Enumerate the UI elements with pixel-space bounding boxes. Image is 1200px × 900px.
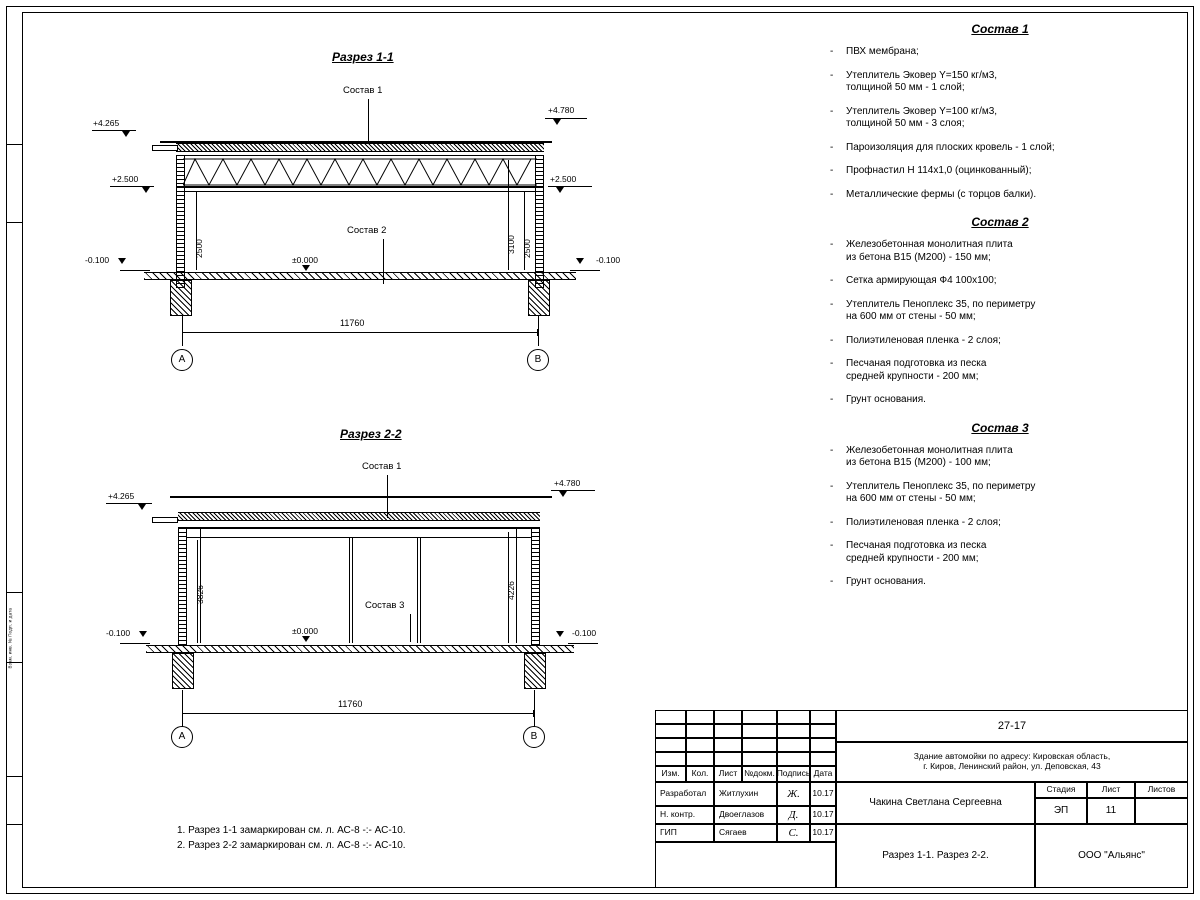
spec-item [820,239,1180,264]
specification-column [820,22,1180,600]
spec-item [820,517,1180,530]
level-line-a2 [106,503,152,504]
title-block [655,710,1188,888]
section-2-2-callout-sostav3: Состав 3 [365,600,405,611]
axis-ext-a2 [182,690,183,730]
spec-item [820,142,1180,155]
spec-line: Песчаная подготовка из песка [846,540,987,551]
roof-bottom-line-2 [178,527,540,529]
spec-title-1: Состав 1 [971,22,1029,36]
spec-line: на 600 мм от стены - 50 мм; [846,311,976,322]
role-razrabotal: Разработал [655,782,714,806]
right-footing-section-1 [528,280,550,316]
signature-glyph: Д. [788,808,799,821]
rev-grid-cell [777,752,810,766]
rev-grid-cell [686,738,714,752]
rev-grid-cell [742,752,777,766]
level-arrow-d2 [556,631,564,637]
partition-2 [417,537,418,643]
rev-grid-cell [714,710,742,724]
span-dim-line-1 [182,332,538,333]
rev-grid-cell [742,710,777,724]
left-column-section-1 [176,155,185,288]
spec-line: Железобетонная монолитная плита [846,239,1013,250]
name-gip: Сягаев [714,824,777,842]
signature-glyph: Ж. [787,787,800,800]
date-nkontr: 10.17 [810,806,836,824]
rev-grid-cell [810,738,836,752]
note-2: 2. Разрез 2-2 замаркирован см. л. АС-8 -:- АС-10. [177,840,406,851]
callout-leader-1 [368,99,369,144]
right-wall-section-2 [531,527,540,645]
note-1: 1. Разрез 1-1 замаркирован см. л. АС-8 -:- АС-10. [177,825,406,836]
spec-line: Полиэтиленовая пленка - 2 слоя; [846,334,1001,346]
axis-bubble-a-2: A [171,726,193,748]
date-razrabotal: 10.17 [810,782,836,806]
spec-item [820,106,1180,131]
spec-list-2 [820,239,1180,407]
spec-line: Грунт основания. [846,394,926,405]
level-arrow-b1 [553,119,561,125]
section-2-2-title: Разрез 2-2 [340,427,402,441]
level-arrow-f1 [576,258,584,264]
name-nkontr: Двоеглазов [714,806,777,824]
rev-grid-cell [777,724,810,738]
sheets-label: Листов [1135,782,1188,798]
left-parapet-detail [152,145,178,151]
axis-bubble-b-2: B [523,726,545,748]
revision-blank-area [655,842,836,888]
left-footing-section-1 [170,280,192,316]
level-line-a1 [92,130,136,131]
rev-grid-cell [714,738,742,752]
spec-line: Грунт основания. [846,576,926,587]
left-wall-section-2 [178,527,187,645]
spec-line: толщиной 50 мм - 3 слоя; [846,118,965,129]
spec-line: Пароизоляция для плоских кровель - 1 слой; [846,141,1055,153]
level-arrow-c2 [139,631,147,637]
level-line-b1 [545,118,587,119]
level-arrow-a2 [138,504,146,510]
level-left-top-1: +4.265 [93,118,120,128]
section-2-2-callout-sostav1: Состав 1 [362,461,402,472]
level-arrow-c1 [142,187,150,193]
spec-item [820,335,1180,348]
spec-item [820,358,1180,383]
roof-structure-band-2 [178,512,540,521]
spec-line: ПВХ мембрана; [846,46,919,57]
spec-line: на 600 мм от стены - 50 мм; [846,493,976,504]
level-arrow-b2 [559,491,567,497]
floor-slab-section-2 [146,645,574,653]
rev-grid-cell [777,710,810,724]
axis-ext-b2 [534,690,535,730]
spec-line: Профнастил Н 114х1,0 (оцинкованный); [846,165,1032,176]
vdim-2500-left: 2500 [194,239,204,258]
ground-line-right-1 [570,270,600,271]
sheet-value: 11 [1087,798,1135,824]
sheet-label: Лист [1087,782,1135,798]
spec-item [820,481,1180,506]
spec-line: Утеплитель Эковер Y=100 кг/м3, [846,105,998,117]
ceiling-line-2 [187,537,531,538]
level-right-mid-1: +2.500 [550,174,577,184]
level-left-ground-2: -0.100 [106,628,131,638]
partition-2b [420,537,421,643]
level-right-top-2: +4.780 [554,478,581,488]
level-arrow-d1 [556,187,564,193]
col-header-data: Дата [810,766,836,782]
axis-ext-b1 [538,316,539,346]
spec-item [820,540,1180,565]
span-dim-value-2: 11760 [338,699,363,709]
roof-structure-band [176,143,544,152]
spec-line: толщиной 50 мм - 1 слой; [846,82,965,93]
vdim-3100: 3100 [506,235,516,254]
spec-item [820,70,1180,95]
vdim-4226: 4226 [506,581,516,600]
spec-item [820,46,1180,59]
rev-grid-cell [655,724,686,738]
spec-line: из бетона В15 (М200) - 150 мм; [846,251,991,263]
spec-item [820,445,1180,470]
signature-glyph: С. [788,826,799,839]
side-stamp-text: Взам. инв. № Подп. и дата [7,607,13,669]
sheet-title: Разрез 1-1. Разрез 2-2. [836,824,1035,888]
floor-slab-section-1 [144,272,576,280]
spec-line: средней крупности - 200 мм; [846,552,979,564]
level-right-top-1: +4.780 [548,105,575,115]
company-name: ООО "Альянс" [1035,824,1188,888]
date-gip: 10.17 [810,824,836,842]
rev-grid-cell [655,738,686,752]
sheets-value [1135,798,1188,824]
left-footing-section-2 [172,653,194,689]
rev-grid-cell [810,752,836,766]
axis-ext-a1 [182,316,183,346]
roof-top-line-2 [170,496,552,498]
stage-value: ЭП [1035,798,1087,824]
vdim-3826: 3826 [195,585,205,604]
spec-line: Сетка армирующая Ф4 100х100; [846,275,997,286]
rev-grid-cell [742,738,777,752]
level-left-top-2: +4.265 [108,491,135,501]
ground-line-right-2 [568,643,598,644]
partition-1b [352,537,353,643]
rev-grid-cell [655,710,686,724]
level-left-mid-1: +2.500 [112,174,139,184]
rev-grid-cell [810,710,836,724]
vdim-line-a [196,192,197,270]
spec-title-3: Состав 3 [971,420,1029,435]
name-razrabotal: Житлухин [714,782,777,806]
sheet-left-margin-strip [6,6,22,894]
spec-line: Железобетонная монолитная плита [846,444,1013,456]
object-description [836,742,1188,782]
spec-list-1 [820,46,1180,201]
rev-grid-cell [714,724,742,738]
vdim-2500-right: 2500 [522,239,532,258]
spec-list-3 [820,445,1180,589]
axis-bubble-a-1: A [171,349,193,371]
spec-line: Металлические фермы (с торцов балки). [846,188,1037,200]
section-1-1-callout-sostav2: Состав 2 [347,225,387,236]
col-header-podpis: Подпись [777,766,810,782]
section-1-1-callout-sostav1: Состав 1 [343,85,383,96]
level-right-ground-2: -0.100 [572,628,597,638]
level-left-ground-1: -0.100 [85,255,110,265]
callout-leader-4 [410,614,411,642]
level-arrow-a1 [122,131,130,137]
rev-grid-cell [686,724,714,738]
span-dim-value-1: 11760 [340,318,365,328]
ground-line-left-1 [120,270,150,271]
spec-item [820,576,1180,589]
spec-item [820,165,1180,178]
vdim-line-c [524,192,525,270]
drawing-notes [177,823,406,853]
role-nkontr: Н. контр. [655,806,714,824]
level-line-b2 [551,490,595,491]
roof-top-line [160,141,552,143]
level-arrow-zero-2 [302,636,310,642]
spec-title-2: Состав 2 [971,215,1029,229]
right-column-section-1 [535,155,544,288]
truss-lower-chord [176,186,544,188]
partition-1 [349,537,350,643]
span-dim-line-2 [182,713,534,714]
spec-item [820,394,1180,407]
spec-item [820,189,1180,202]
col-header-list: Лист [714,766,742,782]
truss-lower-chord-2 [176,191,544,192]
spec-line: Утеплитель Пеноплекс 35, по периметру [846,480,1036,492]
level-line-c1 [110,186,154,187]
spec-line: из бетона В15 (М200) - 100 мм; [846,457,991,468]
rev-grid-cell [714,752,742,766]
role-gip: ГИП [655,824,714,842]
level-zero-1: ±0.000 [292,255,318,265]
sign-razrabotal [777,782,810,806]
sign-gip [777,824,810,842]
project-code: 27-17 [836,710,1188,742]
rev-grid-cell [686,710,714,724]
level-arrow-zero-1 [302,265,310,271]
object-line-1: Здание автомойки по адресу: Кировская область, [913,751,1111,762]
spec-line: средней крупности - 200 мм; [846,370,979,382]
roof-bottom-line [176,155,544,156]
rev-grid-cell [686,752,714,766]
ground-line-left-2 [120,643,150,644]
spec-line: Полиэтиленовая пленка - 2 слоя; [846,516,1001,528]
chief-name: Чакина Светлана Сергеевна [836,782,1035,824]
section-1-1-title: Разрез 1-1 [332,50,394,64]
level-arrow-e1 [118,258,126,264]
spec-line: Утеплитель Пеноплекс 35, по периметру [846,298,1036,310]
rev-grid-cell [742,724,777,738]
rev-grid-cell [655,752,686,766]
spec-item [820,299,1180,324]
col-header-izm: Изм. [655,766,686,782]
rev-grid-cell [777,738,810,752]
spec-item [820,275,1180,288]
rev-grid-cell [810,724,836,738]
level-right-ground-1: -0.100 [596,255,621,265]
object-line-2: г. Киров, Ленинский район, ул. Деповская, 43 [923,761,1101,771]
level-zero-2: ±0.000 [292,626,318,636]
interior-line-2 [516,529,517,643]
sign-nkontr [777,806,810,824]
level-line-d1 [548,186,592,187]
left-parapet-detail-2 [152,517,178,523]
col-header-ndok: №докм. [742,766,777,782]
stage-label: Стадия [1035,782,1087,798]
roof-truss-diagram [183,157,537,187]
right-footing-section-2 [524,653,546,689]
col-header-kol: Кол. [686,766,714,782]
axis-bubble-b-1: B [527,349,549,371]
spec-line: Песчаная подготовка из песка [846,358,987,369]
spec-line: Утеплитель Эковер Y=150 кг/м3, [846,69,998,81]
